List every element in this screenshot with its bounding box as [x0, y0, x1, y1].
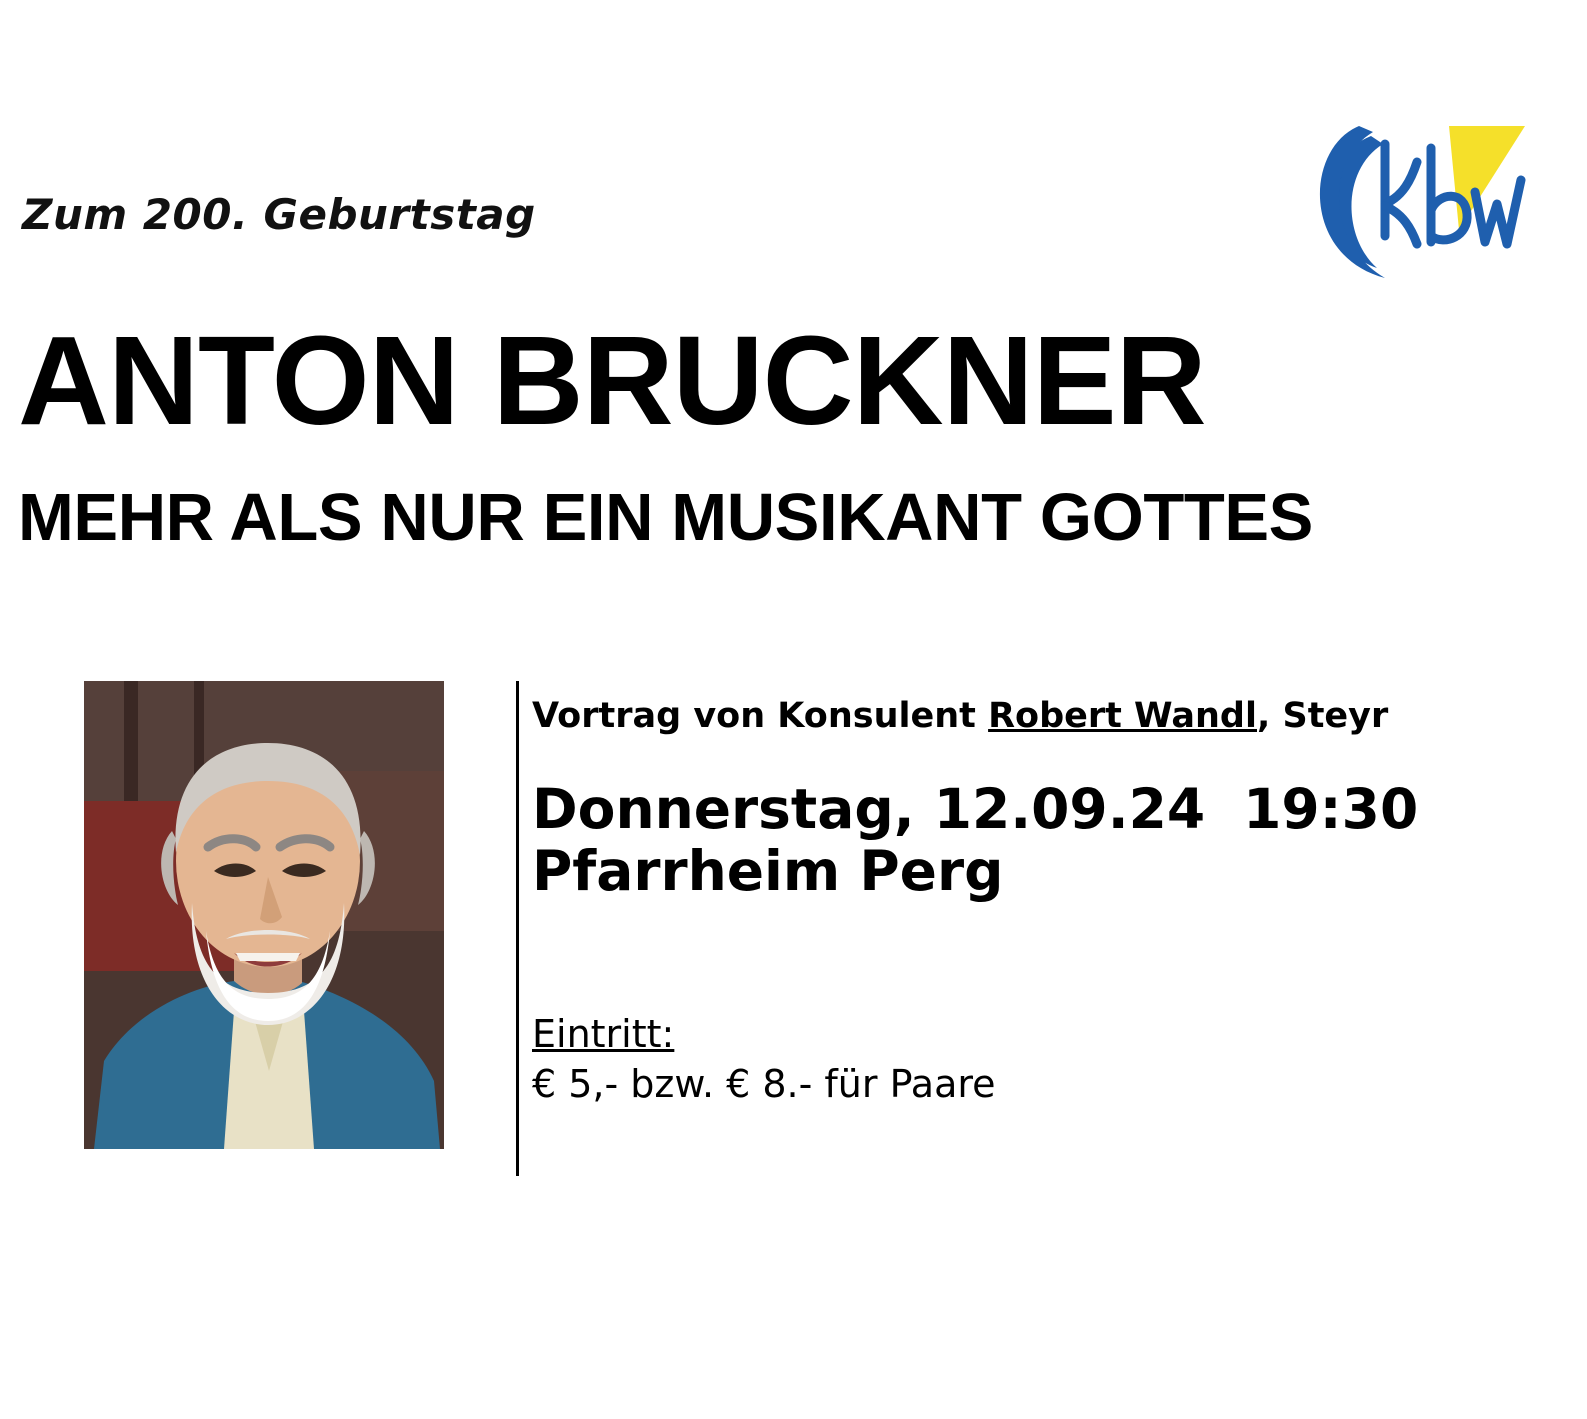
event-date: Donnerstag, 12.09.24 [532, 777, 1206, 841]
event-datetime [532, 779, 1532, 841]
event-time: 19:30 [1243, 777, 1419, 841]
speaker-portrait [84, 681, 444, 1149]
kicker-text: Zum 200. Geburtstag [22, 190, 536, 239]
page-subtitle: MEHR ALS NUR EIN MUSIKANT GOTTES [18, 480, 1313, 555]
event-venue: Pfarrheim Perg [532, 838, 1004, 903]
vertical-divider [516, 681, 519, 1176]
speaker-prefix: Vortrag von Konsulent [532, 696, 989, 736]
speaker-name: Robert Wandl [988, 696, 1257, 736]
portrait-image [84, 681, 444, 1149]
speaker-suffix: , Steyr [1257, 696, 1389, 736]
kbw-logo [1299, 118, 1529, 288]
kbw-logo-graphic [1299, 118, 1529, 288]
speaker-line [532, 695, 1532, 737]
fee-value: € 5,- bzw. € 8.- für Paare [532, 1062, 996, 1107]
fee-label: Eintritt: [532, 1012, 675, 1057]
page-title: ANTON BRUCKNER [18, 310, 1206, 451]
event-info [532, 681, 1532, 1106]
